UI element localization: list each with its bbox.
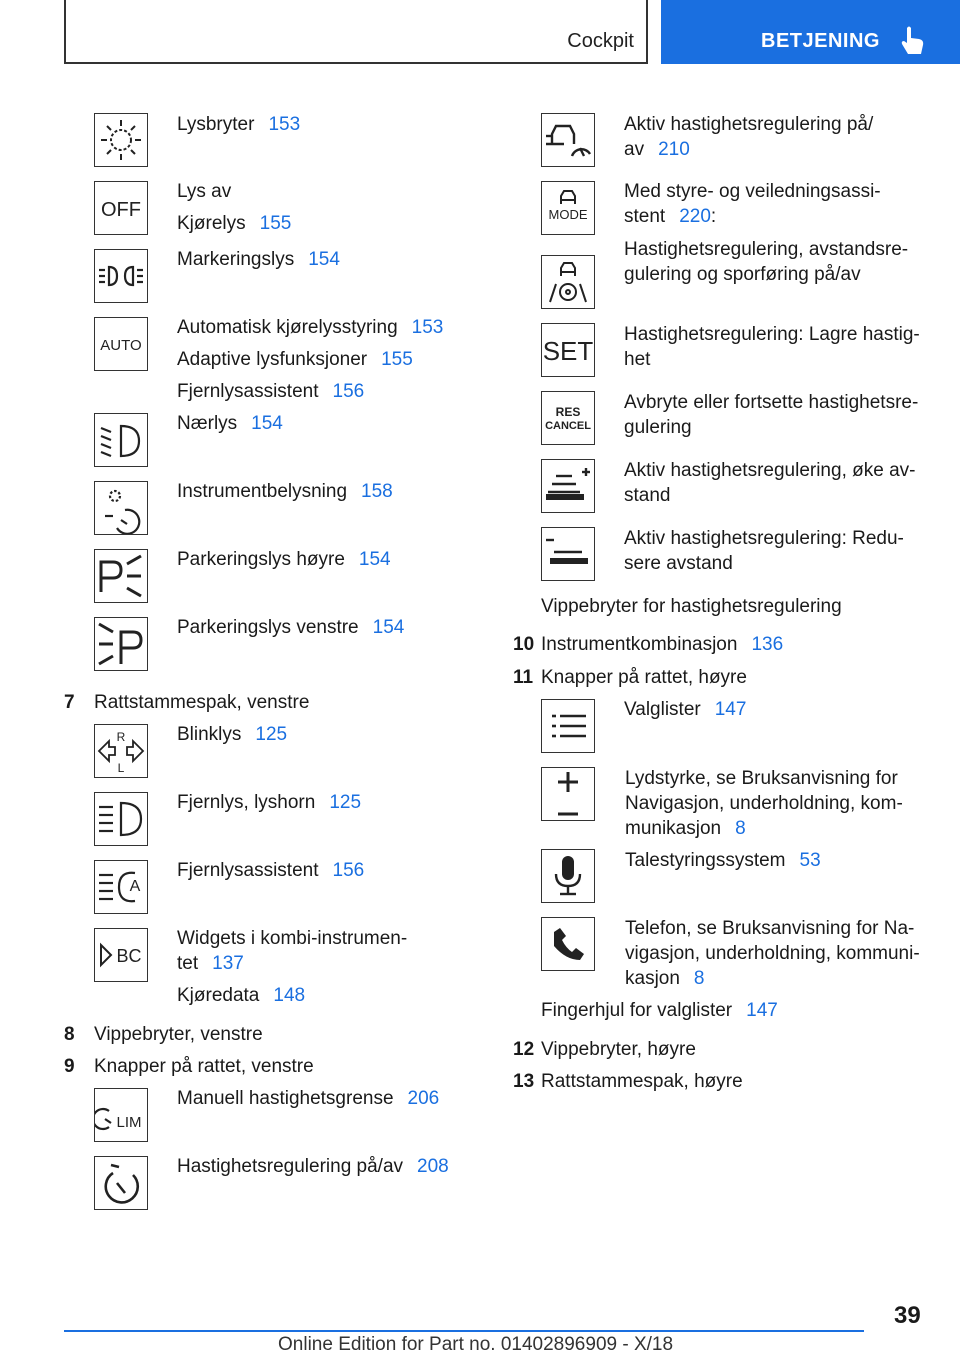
page-ref-link[interactable]: 154 (358, 549, 391, 570)
page-ref-link[interactable]: 53 (799, 850, 821, 871)
item-number: 9 (64, 1056, 75, 1077)
entry-rattstammespak-hoyre (541, 1069, 743, 1094)
entry-label-cont: av (624, 139, 645, 160)
entry-label-cont: gulering og sporføring på/av (624, 264, 861, 285)
parking-lights-icon (94, 249, 148, 303)
entry-label-cont: sere avstand (624, 553, 733, 574)
entry-kjorelys (177, 211, 291, 236)
entry-label: Aktiv hastighetsregulering, øke av- (624, 460, 916, 481)
entry-manuell (177, 1086, 439, 1111)
page-ref-link[interactable]: 148 (273, 985, 306, 1006)
high-beam-assistant-icon (94, 860, 148, 914)
off-icon (94, 181, 148, 235)
entry-fjernlysassistent (177, 379, 364, 404)
page-ref-link[interactable]: 125 (255, 724, 288, 745)
entry-label-cont: tet (177, 953, 199, 974)
entry-label: Rattstammespak, venstre (94, 692, 310, 713)
page-ref-link[interactable]: 125 (329, 792, 362, 813)
entry-valglister (624, 697, 746, 722)
header-left-box (64, 0, 648, 64)
entry-label: Blinklys (177, 724, 242, 745)
entry-blinklys (177, 722, 287, 747)
item-number: 8 (64, 1024, 75, 1045)
entry-markeringslys (177, 247, 340, 272)
entry-label: Telefon, se Bruksanvisning for Na- (625, 918, 915, 939)
page-ref-link[interactable]: 147 (746, 1000, 778, 1021)
header-section-tab[interactable] (661, 0, 960, 64)
entry-adaptive (177, 347, 413, 372)
item-number: 7 (64, 692, 75, 713)
entry-label: Vippebryter, høyre (541, 1039, 696, 1060)
volume-icon (541, 767, 595, 821)
section-title: BETJENING (761, 30, 880, 52)
parking-light-left-icon (94, 617, 148, 671)
page-ref-link[interactable]: 137 (212, 953, 244, 974)
entry-label-cont: Navigasjon, underholdning, kom- (625, 793, 903, 814)
entry-label-cont: stand (624, 485, 671, 506)
entry-label: Aktiv hastighetsregulering på/ (624, 114, 874, 135)
pointing-hand-icon (897, 24, 927, 56)
lane-guidance-icon (541, 255, 595, 309)
page-ref-link[interactable]: 153 (268, 114, 301, 135)
entry-telefon (625, 916, 920, 991)
page-ref-link[interactable]: 155 (259, 213, 292, 234)
entry-label-cont: munikasjon (625, 818, 722, 839)
entry-oke (624, 458, 915, 508)
microphone-icon (541, 849, 595, 903)
entry-label-cont: kasjon (625, 968, 680, 989)
entry-hastreg (177, 1154, 449, 1179)
entry-label: Knapper på rattet, venstre (94, 1056, 314, 1077)
res-icon-text: RES (555, 405, 581, 419)
page-ref-link[interactable]: 208 (417, 1156, 449, 1177)
turn-signal-l-text: L (117, 761, 125, 775)
item-number: 13 (513, 1071, 535, 1092)
active-cruise-icon (541, 113, 595, 167)
cancel-icon-text: CANCEL (545, 420, 591, 432)
page-ref-link[interactable]: 206 (407, 1088, 440, 1109)
entry-lysbryter (177, 112, 300, 137)
page-ref-link[interactable]: 220 (679, 206, 711, 227)
entry-instrumentbelysning (177, 479, 393, 504)
high-beam-icon (94, 792, 148, 846)
entry-knapper-hoyre (541, 665, 747, 690)
bc-icon-text: BC (116, 946, 142, 966)
auto-icon (94, 317, 148, 371)
entry-label: Vippebryter for hastighetsregulering (541, 596, 842, 617)
entry-label: Hastighetsregulering, avstandsre- (624, 239, 909, 260)
page-ref-link[interactable]: 156 (332, 860, 365, 881)
entry-fingerhjul (541, 998, 778, 1023)
entry-knapper-venstre (94, 1054, 314, 1079)
entry-park-hoyre (177, 547, 391, 572)
entry-label-cont: vigasjon, underholdning, kommuni- (625, 943, 920, 964)
entry-auto-kjorelys (177, 315, 443, 340)
page-ref-link[interactable]: 8 (693, 968, 705, 989)
auto-icon-text: AUTO (100, 337, 142, 354)
off-icon-text: OFF (101, 199, 141, 221)
entry-sporforing (624, 237, 908, 287)
entry-instrumentkombinasjon (541, 632, 783, 657)
entry-label: Manuell hastighetsgrense (177, 1088, 394, 1109)
page-ref-link[interactable]: 158 (361, 481, 393, 502)
entry-label: Nærlys (177, 413, 238, 434)
decrease-distance-icon (541, 527, 595, 581)
page-ref-link[interactable]: 136 (751, 634, 784, 655)
entry-cancel (624, 390, 918, 440)
entry-vippebryter-venstre (94, 1022, 263, 1047)
cruise-control-icon (94, 1156, 148, 1210)
bc-icon (94, 928, 148, 982)
entry-label-cont: stent (624, 206, 666, 227)
footer-edition: Online Edition for Part no. 01402896909 - X/18 (278, 1334, 674, 1355)
entry-suffix: : (710, 206, 717, 227)
entry-naerlys (177, 411, 283, 436)
low-beam-icon (94, 413, 148, 467)
parking-light-right-icon (94, 549, 148, 603)
page-ref-link[interactable]: 210 (658, 139, 690, 160)
entry-vippebryter-hast (541, 594, 842, 619)
page-ref-link[interactable]: 155 (381, 349, 413, 370)
entry-aktiv-pa-av (624, 112, 873, 162)
mode-icon (541, 181, 595, 235)
entry-label: Instrumentkombinasjon (541, 634, 738, 655)
list-icon (541, 699, 595, 753)
light-switch-icon (94, 113, 148, 167)
turn-signal-icon (94, 724, 148, 778)
entry-label: Hastighetsregulering: Lagre hastig- (624, 324, 920, 345)
entry-label: Fjernlys, lyshorn (177, 792, 316, 813)
set-icon-text: SET (542, 336, 594, 366)
entry-mode (624, 179, 881, 229)
item-number: 11 (513, 667, 534, 688)
entry-label: Hastighetsregulering på/av (177, 1156, 404, 1177)
entry-tale (625, 848, 821, 873)
entry-label: Instrumentbelysning (177, 481, 348, 502)
instrument-lighting-icon (94, 481, 148, 535)
item-number: 12 (513, 1039, 535, 1060)
speed-limit-icon (94, 1088, 148, 1142)
page-ref-link[interactable]: 153 (411, 317, 444, 338)
lim-icon-text: LIM (116, 1114, 142, 1131)
entry-label: Lys av (177, 181, 232, 202)
entry-label: Avbryte eller fortsette hastighetsre- (624, 392, 919, 413)
entry-label: Markeringslys (177, 249, 295, 270)
entry-fjernlysassistent-2 (177, 858, 364, 883)
entry-widgets (177, 926, 407, 976)
footer-divider (64, 1330, 864, 1332)
entry-label: Adaptive lysfunksjoner (177, 349, 368, 370)
entry-rattstammespak-venstre (94, 690, 309, 715)
res-cancel-icon (541, 391, 595, 445)
entry-label: Med styre- og veiledningsassi- (624, 181, 881, 202)
entry-kjoredata (177, 983, 305, 1008)
entry-label: Lydstyrke, se Bruksanvisning for (625, 768, 898, 789)
entry-label-cont: gulering (624, 417, 692, 438)
entry-label: Rattstammespak, høyre (541, 1071, 743, 1092)
entry-label: Fingerhjul for valglister (541, 1000, 733, 1021)
phone-icon (541, 917, 595, 971)
entry-set (624, 322, 920, 372)
entry-label: Widgets i kombi-instrumen- (177, 928, 408, 949)
high-beam-assistant-a-text: A (129, 878, 141, 895)
entry-lys-av (177, 179, 231, 204)
entry-lydstyrke (625, 766, 903, 841)
entry-label-cont: het (624, 349, 651, 370)
page-ref-link[interactable]: 154 (372, 617, 405, 638)
turn-signal-r-text: R (116, 730, 126, 744)
entry-label: Kjørelys (177, 213, 246, 234)
page-number: 39 (894, 1302, 921, 1329)
chapter-title: Cockpit (567, 30, 634, 52)
entry-label: Automatisk kjørelysstyring (177, 317, 398, 338)
entry-redusere (624, 526, 904, 576)
entry-label: Valglister (624, 699, 701, 720)
page-ref-link[interactable]: 147 (714, 699, 747, 720)
item-number: 10 (513, 634, 535, 655)
entry-label: Knapper på rattet, høyre (541, 667, 747, 688)
set-icon (541, 323, 595, 377)
entry-vippebryter-hoyre (541, 1037, 696, 1062)
entry-label: Fjernlysassistent (177, 381, 319, 402)
entry-label: Aktiv hastighetsregulering: Redu- (624, 528, 904, 549)
entry-park-venstre (177, 615, 404, 640)
page-ref-link[interactable]: 8 (735, 818, 746, 839)
entry-fjernlys (177, 790, 361, 815)
increase-distance-icon (541, 459, 595, 513)
entry-label: Parkeringslys høyre (177, 549, 345, 570)
mode-icon-text: MODE (548, 207, 588, 222)
page-ref-link[interactable]: 156 (332, 381, 365, 402)
entry-label: Talestyringssystem (625, 850, 786, 871)
entry-label: Parkeringslys venstre (177, 617, 359, 638)
entry-label: Kjøredata (177, 985, 260, 1006)
entry-label: Vippebryter, venstre (94, 1024, 263, 1045)
entry-label: Fjernlysassistent (177, 860, 319, 881)
page-ref-link[interactable]: 154 (251, 413, 283, 434)
entry-label: Lysbryter (177, 114, 255, 135)
page-ref-link[interactable]: 154 (308, 249, 340, 270)
